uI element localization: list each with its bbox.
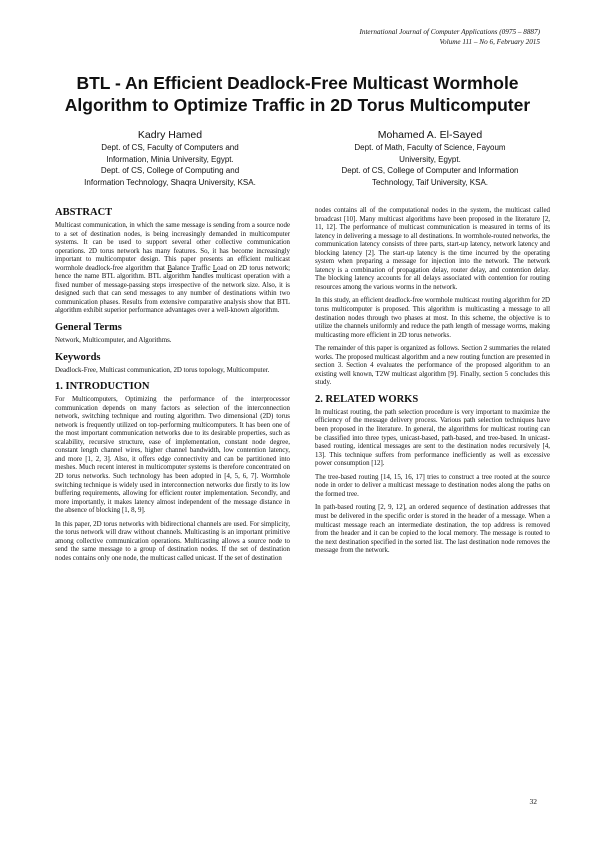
title-line-2: Algorithm to Optimize Traffic in 2D Torus Multicomputer: [64, 95, 531, 115]
author-affiliation: Dept. of Math, Faculty of Science, Fayoum: [354, 143, 506, 152]
abstract-heading: ABSTRACT: [55, 207, 113, 218]
page-number: 32: [529, 797, 537, 806]
volume-info: Volume 111 – No 6, February 2015: [439, 38, 540, 46]
intro-paragraph-2: In this paper, 2D torus networks with bidirectional channels are used. For simplicity, the torus network will draw without channels. Multicasting is an important primitive among collective communication operations. Multicasting allows a source node to send the same message to a group of destination nodes. If the set of destination nodes contains only one node, the multicast called unicast. If the set of destination: [55, 520, 290, 562]
author-affiliation: Dept. of CS, College of Computer and Information: [341, 166, 519, 175]
general-terms-text: Network, Multicomputer, and Algorithms.: [55, 337, 172, 345]
author-affiliation: Dept. of CS, Faculty of Computers and: [101, 143, 239, 152]
title-line-1: BTL - An Efficient Deadlock-Free Multicast Wormhole: [76, 73, 519, 93]
paper-title: [30, 72, 565, 116]
abstract-text: Multicast communication, in which the same message is sending from a source node to a set of destination nodes, is being increasingly demanded in multicomputer systems. It can be used to support several other collective communication operations. 2D torus network has many features. So, it has become increasingly important to multicomputer design. This paper presents an efficient multicast wormhole deadlock-free algorithm that Balance Traffic Load on 2D torus network; hence the name BTL algorithm. BTL algorithm handles multicast operation with a fixed number of message-passing steps irrespective of the network size. Also, it is designed such that can send messages to any number of destinations within two communication phases. Results from extensive comparative analysis show that BTL algorithm exhibit superior performance advantages over a well-known algorithm.: [55, 222, 291, 315]
related-paragraph-3: In path-based routing [2, 9, 12], an ordered sequence of destination addresses that must be delivered in the specific order is stored in the header of a message. When a multicast message reach an intermediate destination, the top address is removed from the header and it can be copied to the local memory. The message is routed to the next destination specified in the sorted list. The last destination node removes the message from the network.: [315, 504, 550, 555]
keywords-heading: Keywords: [55, 351, 101, 363]
related-paragraph-1: In multicast routing, the path selection procedure is very important to maximize the efficiency of the message delivery process. Various path selection techniques have been proposed in the literature. In general, the algorithms for multicast routing can be classified into three types, unicast-based, path-based, and tree-based. In unicast-based routing, identical messages are sent to the destination nodes recursively [4, 13]. This technique suffers from performance inefficiently as well as excessive power consumption [12].: [315, 408, 550, 468]
intro-paragraph-3: nodes contains all of the computational nodes in the system, the multicast called broadcast [10]. Many multicast algorithms have been proposed in the literature [2, 11, 12]. The performance of multicast communication is measured in terms of its latency in delivering a message to all destinations. In wormhole-routed networks, the communication latency consists of three parts, start-up latency, network latency and blocking latency [2]. The start-up latency is the time incurred by the operating system when preparing a message for injection into the network. The network latency is a combination of propagation delay, router delay, and contention delay. The blocking latency accounts for all delays associated with contention for routing resources among the various worms in the network.: [315, 207, 550, 291]
author-affiliation: Information Technology, Shaqra University, KSA.: [84, 177, 256, 187]
journal-name: International Journal of Computer Applications (0975 – 8887): [359, 28, 540, 36]
running-header: [359, 27, 540, 47]
author-block-2: [300, 128, 560, 188]
left-column: [55, 207, 290, 569]
intro-paragraph-5: The remainder of this paper is organized as follows. Section 2 summaries the related works. The proposed multicast algorithm and a new routing function are presented in section 3. Section 4 evaluates the performance of the proposed algorithm to an existing well known, T2W multicast algorithm [9]. Finally, section 5 concludes this study.: [315, 345, 550, 387]
related-works-heading: 2. RELATED WORKS: [315, 393, 419, 405]
author-name: Mohamed A. El-Sayed: [377, 129, 483, 141]
author-affiliation: University, Egypt.: [399, 154, 461, 164]
right-column: [315, 207, 550, 561]
keywords-text: Deadlock-Free, Multicast communication, 2D torus topology, Multicomputer.: [55, 366, 270, 374]
related-paragraph-2: The tree-based routing [14, 15, 16, 17] tries to construct a tree rooted at the source node in order to deliver a multicast message to destination nodes along the paths on the formed tree.: [315, 473, 550, 498]
intro-paragraph-1: For Multicomputers, Optimizing the performance of the interprocessor communication depends on many factors as selection of the interconnection network, switching technique and routing algorithm. Two dimensional (2D) torus network is frequently utilized on top-performing multicomputers. It has been one of the most important communication networks due to its desirable properties, such as scalability, recursive structure, ease of implementation, constant node degree, constant length channel wires, higher channel bandwidth, low contention latency, and more [1, 2, 3]. Also, it offers edge connectivity and can be partitioned into meshes. Much recent interest in multicomputer systems is therefore concentrated on 2D torus networks. Such technology has been adopted in [4, 5, 6, 7]. Wormhole switching technique is widely used in interconnection networks due firstly to its low buffering requirements, allowing for efficient router implementation. Secondly, and more importantly, it makes latency almost independent of the message distance in the absence of blocking [1, 8, 9].: [55, 396, 290, 515]
intro-paragraph-4: In this study, an efficient deadlock-free wormhole multicast routing algorithm for 2D torus multicomputer is proposed. This algorithm is multicasting a message to all destination nodes through two phases at most. In this scheme, the objective is to utilize the channels uniformly and reduce the path length of message worms, making multicasting more efficient in 2D torus networks.: [315, 297, 550, 339]
introduction-heading: 1. INTRODUCTION: [55, 381, 150, 393]
author-affiliation: Technology, Taif University, KSA.: [371, 177, 489, 187]
author-block-1: [40, 128, 300, 188]
general-terms-heading: General Terms: [55, 322, 122, 334]
author-affiliation: Dept. of CS, College of Computing and: [100, 166, 240, 175]
author-name: Kadry Hamed: [137, 129, 203, 141]
author-affiliation: Information, Minia University, Egypt.: [106, 154, 234, 164]
